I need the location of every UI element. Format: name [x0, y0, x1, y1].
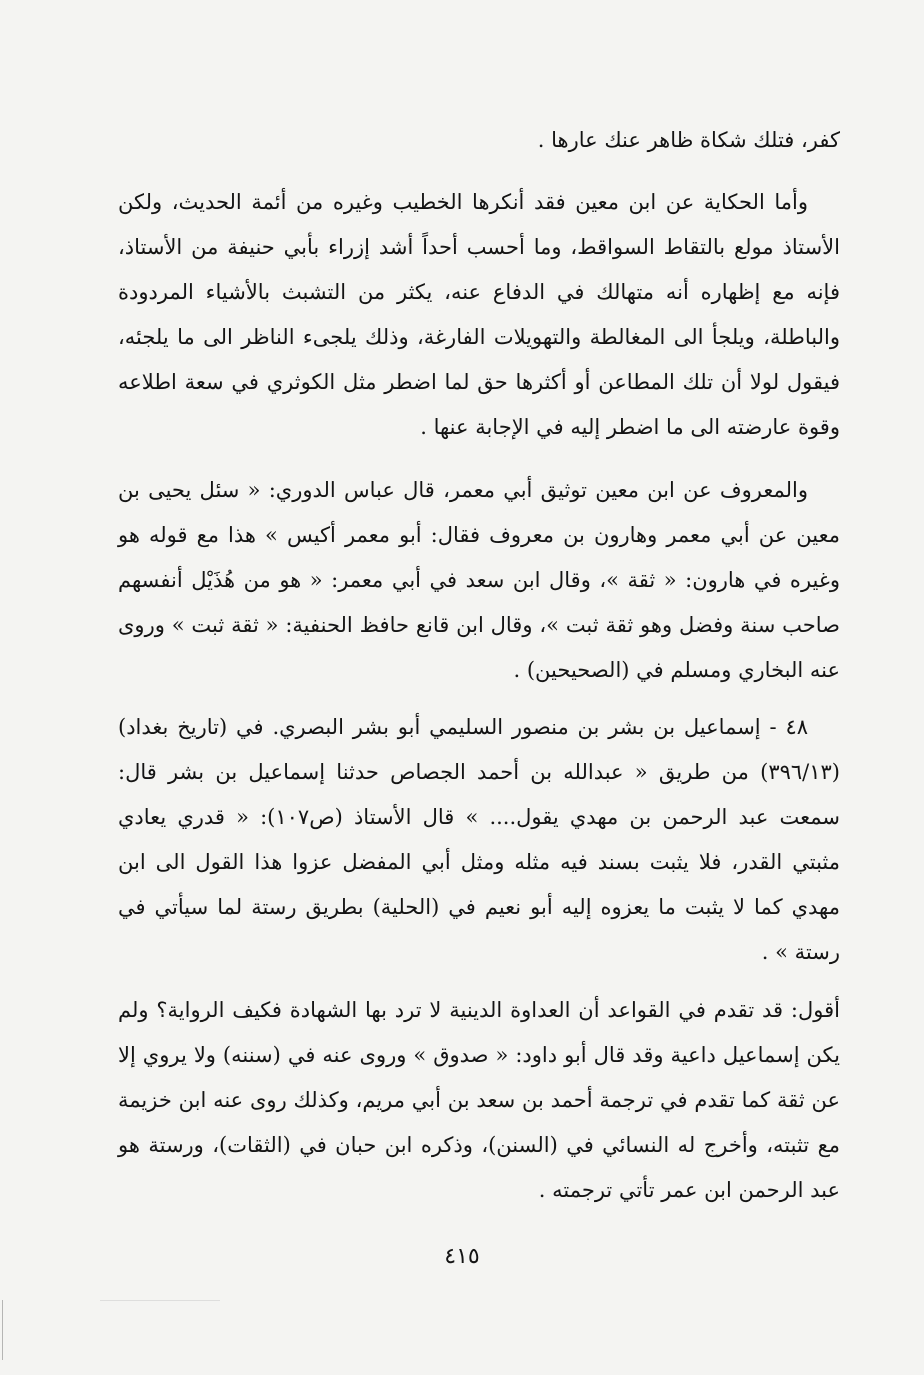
paragraph-continuation [118, 118, 840, 163]
paragraph-ibn-main-narration [118, 180, 840, 450]
paragraph-text: وأما الحكاية عن ابن معين فقد أنكرها الخطيب وغيره من أئمة الحديث، ولكن الأستاذ مولع بالتقاط السواقط، وما أحسب أحداً أشد إزراء بأبي حنيفة من الأستاذ، فإنه مع إظهاره أنه متهالك في الدفاع عنه، يكثر من التشبث بالأشياء المردودة والباطلة، ويلجأ الى المغالطة والتهويلات الفارغة، وذلك يلجىء الناظر الى ما يلجئه، فيقول لولا أن تلك المطاعن أو أكثرها حق لما اضطر مثل الكوثري في سعة اطلاعه وقوة عارضته الى ما اضطر إليه في الإجابة عنها . [118, 190, 840, 439]
paragraph-entry-48 [118, 705, 840, 975]
paragraph-abu-muamar [118, 468, 840, 693]
page-number: ٤١٥ [444, 1244, 480, 1269]
paragraph-text: كفر، فتلك شكاة ظاهر عنك عارها . [537, 128, 840, 152]
paragraph-text: أقول: قد تقدم في القواعد أن العداوة الدينية لا ترد بها الشهادة فكيف الرواية؟ ولم يكن إسماعيل داعية وقد قال أبو داود: « صدوق » وروى عنه في (سننه) ولا يروي إلا عن ثقة كما تقدم في ترجمة أحمد بن سعد بن أبي مريم، وكذلك روى عنه ابن خزيمة مع تثبته، وأخرج له النسائي في (السنن)، وذكره ابن حبان في (الثقات)، ورستة هو عبد الرحمن ابن عمر تأتي ترجمته . [118, 998, 840, 1202]
paragraph-text: ٤٨ - إسماعيل بن بشر بن منصور السليمي أبو بشر البصري. في (تاريخ بغداد) (٣٩٦/١٣) من طريق « عبدالله بن أحمد الجصاص حدثنا إسماعيل بن بشر قال: سمعت عبد الرحمن بن مهدي يقول.... » قال الأستاذ (ص١٠٧): « قدري يعادي مثبتي القدر، فلا يثبت بسند فيه مثله ومثل أبي المفضل عزوا هذا القول الى ابن مهدي كما لا يثبت ما يعزوه إليه أبو نعيم في (الحلية) بطريق رستة لما سيأتي في رستة » . [118, 715, 840, 964]
scan-edge-mark [2, 1300, 3, 1360]
paragraph-text: والمعروف عن ابن معين توثيق أبي معمر، قال عباس الدوري: « سئل يحيى بن معين عن أبي معمر وهارون بن معروف فقال: أبو معمر أكيس » هذا مع قوله هو وغيره في هارون: « ثقة »، وقال ابن سعد في أبي معمر: « هو من هُذَيْل أنفسهم صاحب سنة وفضل وهو ثقة ثبت »، وقال ابن قانع حافظ الحنفية: « ثقة ثبت » وروى عنه البخاري ومسلم في (الصحيحين) . [118, 478, 840, 682]
paragraph-response [118, 988, 840, 1213]
faint-scan-line [100, 1300, 220, 1301]
